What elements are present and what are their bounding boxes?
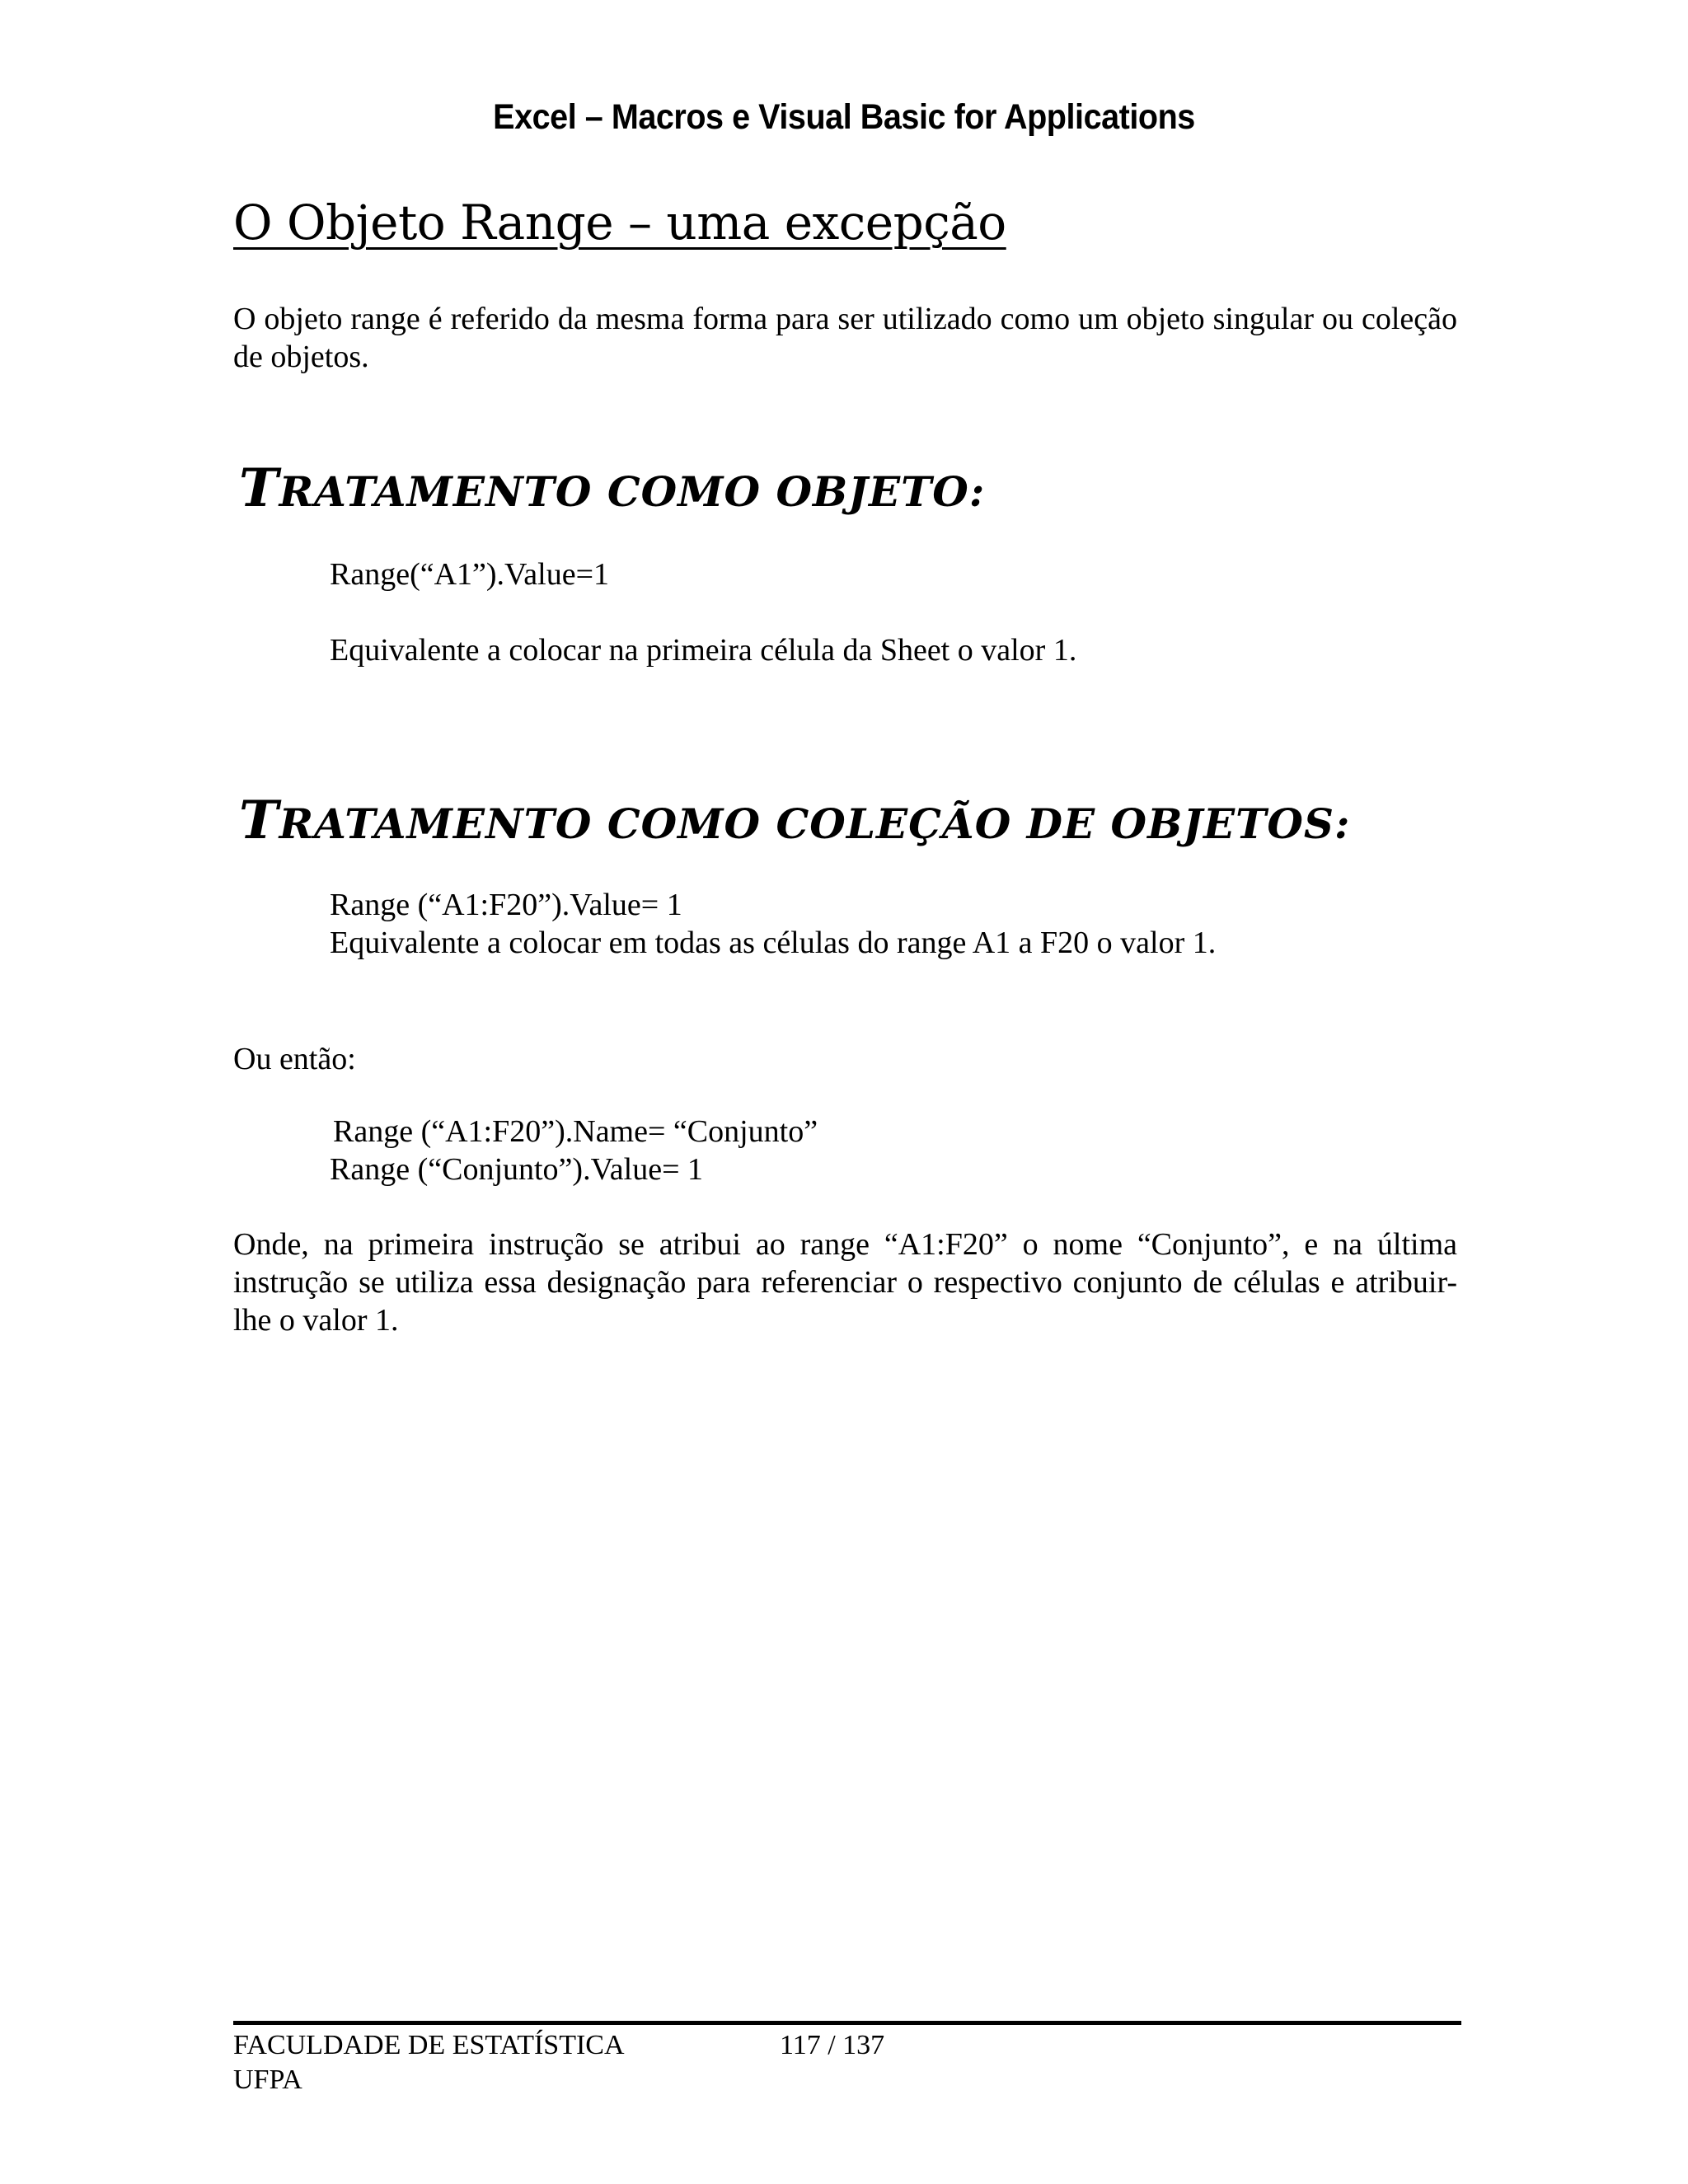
heading-object-initial: T [239,457,279,519]
description-collection: Equivalente a colocar em todas as células do range A1 a F20 o valor 1. [330,926,1217,960]
code-alternative-2: Range (“Conjunto”).Value= 1 [330,1152,704,1187]
code-collection: Range (“A1:F20”).Value= 1 [330,888,682,922]
heading-collection [239,790,1350,851]
description-object: Equivalente a colocar na primeira célula da Sheet o valor 1. [330,633,1077,668]
section-title: O Objeto Range – uma excepção [233,194,1006,251]
alternative-label: Ou então: [233,1042,356,1076]
page-number: 117 / 137 [780,2030,885,2060]
heading-object-rest: RATAMENTO COMO OBJETO: [279,467,986,516]
code-alternative-1: Range (“A1:F20”).Name= “Conjunto” [333,1114,818,1149]
footer-university: UFPA [233,2064,302,2095]
explanation-paragraph: Onde, na primeira instrução se atribui ao range “A1:F20” o nome “Conjunto”, e na última instrução se utiliza essa designação para referenciar o respectivo conjunto de células e atribuir-lhe o valor 1. [233,1227,1457,1338]
heading-object [239,457,985,519]
intro-paragraph: O objeto range é referido da mesma forma para ser utilizado como um objeto singular ou coleção de objetos. [233,302,1457,374]
heading-collection-initial: T [239,790,279,851]
heading-collection-rest: RATAMENTO COMO COLEÇÃO DE OBJETOS: [279,799,1351,848]
footer-divider [233,2021,1461,2025]
footer-institution: FACULDADE DE ESTATÍSTICA [233,2030,625,2060]
running-header: Excel – Macros e Visual Basic for Applications [493,97,1195,137]
code-object: Range(“A1”).Value=1 [330,557,610,592]
